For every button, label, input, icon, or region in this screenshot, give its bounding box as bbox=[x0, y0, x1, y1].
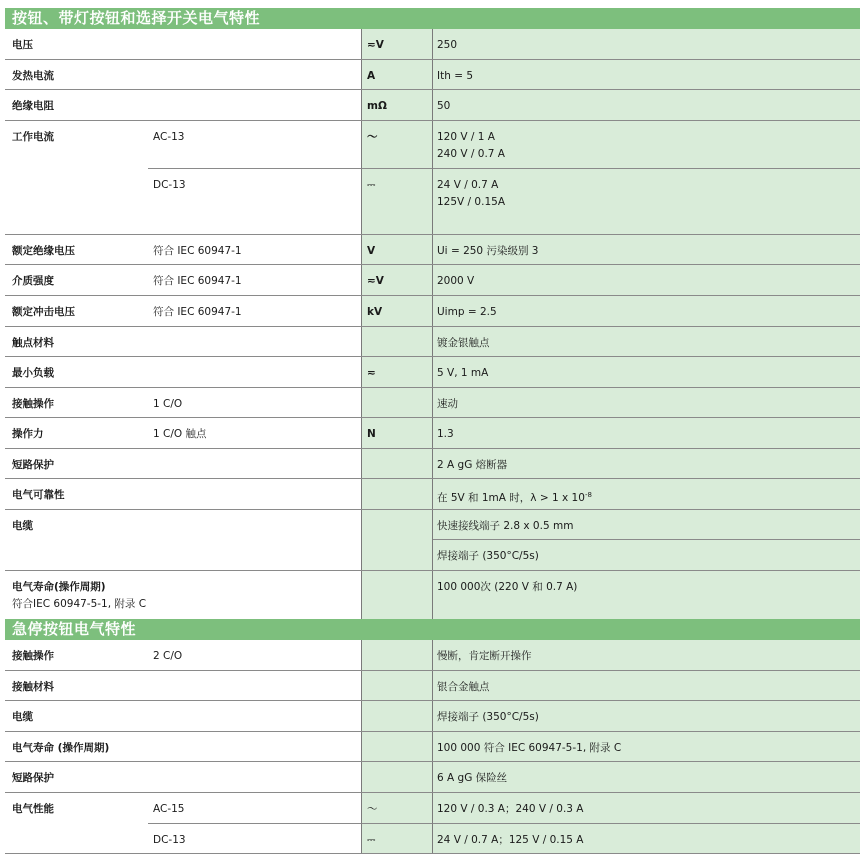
param-value: 50 bbox=[433, 90, 860, 120]
table-row bbox=[5, 357, 860, 388]
param-name: 短路保护 bbox=[12, 772, 54, 784]
unit-symbol bbox=[361, 671, 433, 700]
table-row bbox=[5, 732, 860, 762]
value-line: 125V / 0.15A bbox=[437, 196, 505, 208]
table-row bbox=[5, 418, 860, 449]
table-row bbox=[5, 327, 860, 357]
param-name: 电压 bbox=[12, 39, 33, 51]
param-value: 100 000 符合 IEC 60947-5-1, 附录 C bbox=[433, 732, 860, 761]
param-name bbox=[5, 169, 148, 234]
param-condition: DC-13 bbox=[153, 834, 186, 846]
param-condition: 1 C/O bbox=[153, 398, 183, 410]
param-name: 绝缘电阻 bbox=[12, 100, 54, 112]
unit-symbol bbox=[361, 327, 433, 356]
param-name: 额定冲击电压 bbox=[12, 306, 75, 318]
param-condition bbox=[148, 90, 361, 120]
unit-symbol: ≂V bbox=[361, 29, 433, 59]
param-condition bbox=[148, 29, 361, 59]
param-value bbox=[433, 510, 860, 570]
param-name: 电气可靠性 bbox=[12, 489, 65, 501]
param-condition bbox=[148, 701, 361, 731]
param-value: 1.3 bbox=[433, 418, 860, 448]
unit-symbol: ≂V bbox=[361, 265, 433, 295]
ac-symbol: ～ bbox=[361, 793, 433, 824]
table-row bbox=[5, 169, 860, 235]
unit-symbol bbox=[361, 571, 433, 619]
param-value: 250 bbox=[433, 29, 860, 59]
unit-symbol bbox=[361, 449, 433, 478]
param-value: 120 V / 0.3 A；240 V / 0.3 A bbox=[433, 793, 860, 824]
exponent: -8 bbox=[584, 491, 592, 499]
param-name: 触点材料 bbox=[12, 337, 54, 349]
table-row bbox=[5, 449, 860, 479]
value-line: 24 V / 0.7 A bbox=[437, 179, 499, 191]
unit-symbol bbox=[361, 479, 433, 509]
param-condition: 符合 IEC 60947-1 bbox=[153, 275, 242, 287]
param-condition: 1 C/O 触点 bbox=[153, 428, 207, 440]
param-condition bbox=[148, 449, 361, 478]
param-name: 短路保护 bbox=[12, 459, 54, 471]
table-row bbox=[5, 121, 860, 169]
param-value bbox=[433, 121, 860, 169]
param-condition: 符合 IEC 60947-1 bbox=[153, 245, 242, 257]
unit-symbol: mΩ bbox=[361, 90, 433, 120]
param-name: 操作力 bbox=[12, 428, 44, 440]
param-value: 6 A gG 保险丝 bbox=[433, 762, 860, 792]
param-name: 最小负载 bbox=[12, 367, 54, 379]
param-condition: 符合 IEC 60947-1 bbox=[153, 306, 242, 318]
param-value: 100 000次 (220 V 和 0.7 A) bbox=[433, 571, 860, 619]
param-condition bbox=[148, 762, 361, 792]
table-row bbox=[5, 296, 860, 327]
section-1-title: 按钮、带灯按钮和选择开关电气特性 bbox=[5, 8, 860, 29]
param-condition bbox=[148, 357, 361, 387]
param-value: Uimp = 2.5 bbox=[433, 296, 860, 326]
param-condition bbox=[148, 60, 361, 89]
param-name: 电缆 bbox=[12, 520, 33, 532]
value-line: 240 V / 0.7 A bbox=[437, 148, 505, 160]
param-name: 介质强度 bbox=[12, 275, 54, 287]
param-name: 电气寿命 (操作周期) bbox=[12, 742, 110, 754]
param-name: 电气性能 bbox=[12, 803, 54, 815]
unit-symbol: A bbox=[361, 60, 433, 89]
unit-symbol bbox=[361, 640, 433, 670]
unit-symbol bbox=[361, 510, 433, 570]
param-name: 工作电流 bbox=[12, 131, 54, 143]
param-value: Ith = 5 bbox=[433, 60, 860, 89]
param-value: 速动 bbox=[433, 388, 860, 417]
param-condition: 2 C/O bbox=[153, 650, 183, 662]
ac-symbol: ～ bbox=[361, 121, 433, 169]
unit-symbol bbox=[361, 701, 433, 731]
value-line: 120 V / 1 A bbox=[437, 131, 495, 143]
unit-symbol: ≂ bbox=[361, 357, 433, 387]
table-row bbox=[5, 265, 860, 296]
param-condition: DC-13 bbox=[153, 179, 186, 191]
param-name bbox=[5, 571, 305, 619]
param-condition bbox=[148, 327, 361, 356]
value-text: 在 5V 和 1mA 时，λ > 1 x 10 bbox=[437, 492, 585, 504]
table-row bbox=[5, 762, 860, 793]
unit-symbol bbox=[361, 388, 433, 417]
param-name-note: 符合IEC 60947-5-1, 附录 C bbox=[12, 598, 147, 610]
table-row bbox=[5, 701, 860, 732]
unit-symbol: kV bbox=[361, 296, 433, 326]
param-value: 镀金银触点 bbox=[433, 327, 860, 356]
param-value: 焊接端子 (350°C/5s) bbox=[433, 701, 860, 731]
dc-symbol: ⎓ bbox=[361, 169, 433, 234]
table-row bbox=[5, 479, 860, 510]
param-condition bbox=[148, 479, 361, 509]
unit-symbol bbox=[361, 762, 433, 792]
param-name: 额定绝缘电压 bbox=[12, 245, 75, 257]
param-value: 慢断，肯定断开操作 bbox=[433, 640, 860, 670]
table-row bbox=[5, 388, 860, 418]
param-condition: AC-15 bbox=[148, 793, 361, 824]
param-value: 2000 V bbox=[433, 265, 860, 295]
param-name: 接触操作 bbox=[12, 650, 54, 662]
param-value: 24 V / 0.7 A；125 V / 0.15 A bbox=[433, 824, 860, 853]
param-value bbox=[433, 169, 860, 234]
table-row bbox=[5, 510, 860, 571]
param-value: 5 V, 1 mA bbox=[433, 357, 860, 387]
table-row bbox=[5, 60, 860, 90]
table-row bbox=[5, 793, 860, 824]
unit-symbol bbox=[361, 732, 433, 761]
table-row bbox=[5, 90, 860, 121]
param-name: 接触操作 bbox=[12, 398, 54, 410]
param-name-line: 电气寿命(操作周期) bbox=[12, 581, 106, 593]
param-name: 接触材料 bbox=[12, 681, 54, 693]
unit-symbol: N bbox=[361, 418, 433, 448]
param-name: 电缆 bbox=[12, 711, 33, 723]
table-row bbox=[5, 29, 860, 60]
param-name: 发热电流 bbox=[12, 70, 54, 82]
param-condition bbox=[148, 671, 361, 700]
param-value: Ui = 250 污染级别 3 bbox=[433, 235, 860, 264]
dc-symbol: ⎓ bbox=[361, 824, 433, 853]
table-row bbox=[5, 235, 860, 265]
param-value: 银合金触点 bbox=[433, 671, 860, 700]
value-line: 焊接端子 (350°C/5s) bbox=[437, 550, 539, 562]
section-2-title: 急停按钮电气特性 bbox=[5, 619, 860, 640]
table-row bbox=[5, 571, 860, 619]
param-condition bbox=[148, 510, 361, 570]
table-row bbox=[5, 640, 860, 671]
param-value bbox=[433, 479, 860, 509]
value-line: 快速接线端子 2.8 x 0.5 mm bbox=[433, 510, 860, 540]
param-value: 2 A gG 熔断器 bbox=[433, 449, 860, 478]
unit-symbol: V bbox=[361, 235, 433, 264]
param-condition: AC-13 bbox=[148, 121, 361, 169]
table-row bbox=[5, 671, 860, 701]
param-name bbox=[5, 824, 148, 853]
table-row bbox=[5, 824, 860, 854]
